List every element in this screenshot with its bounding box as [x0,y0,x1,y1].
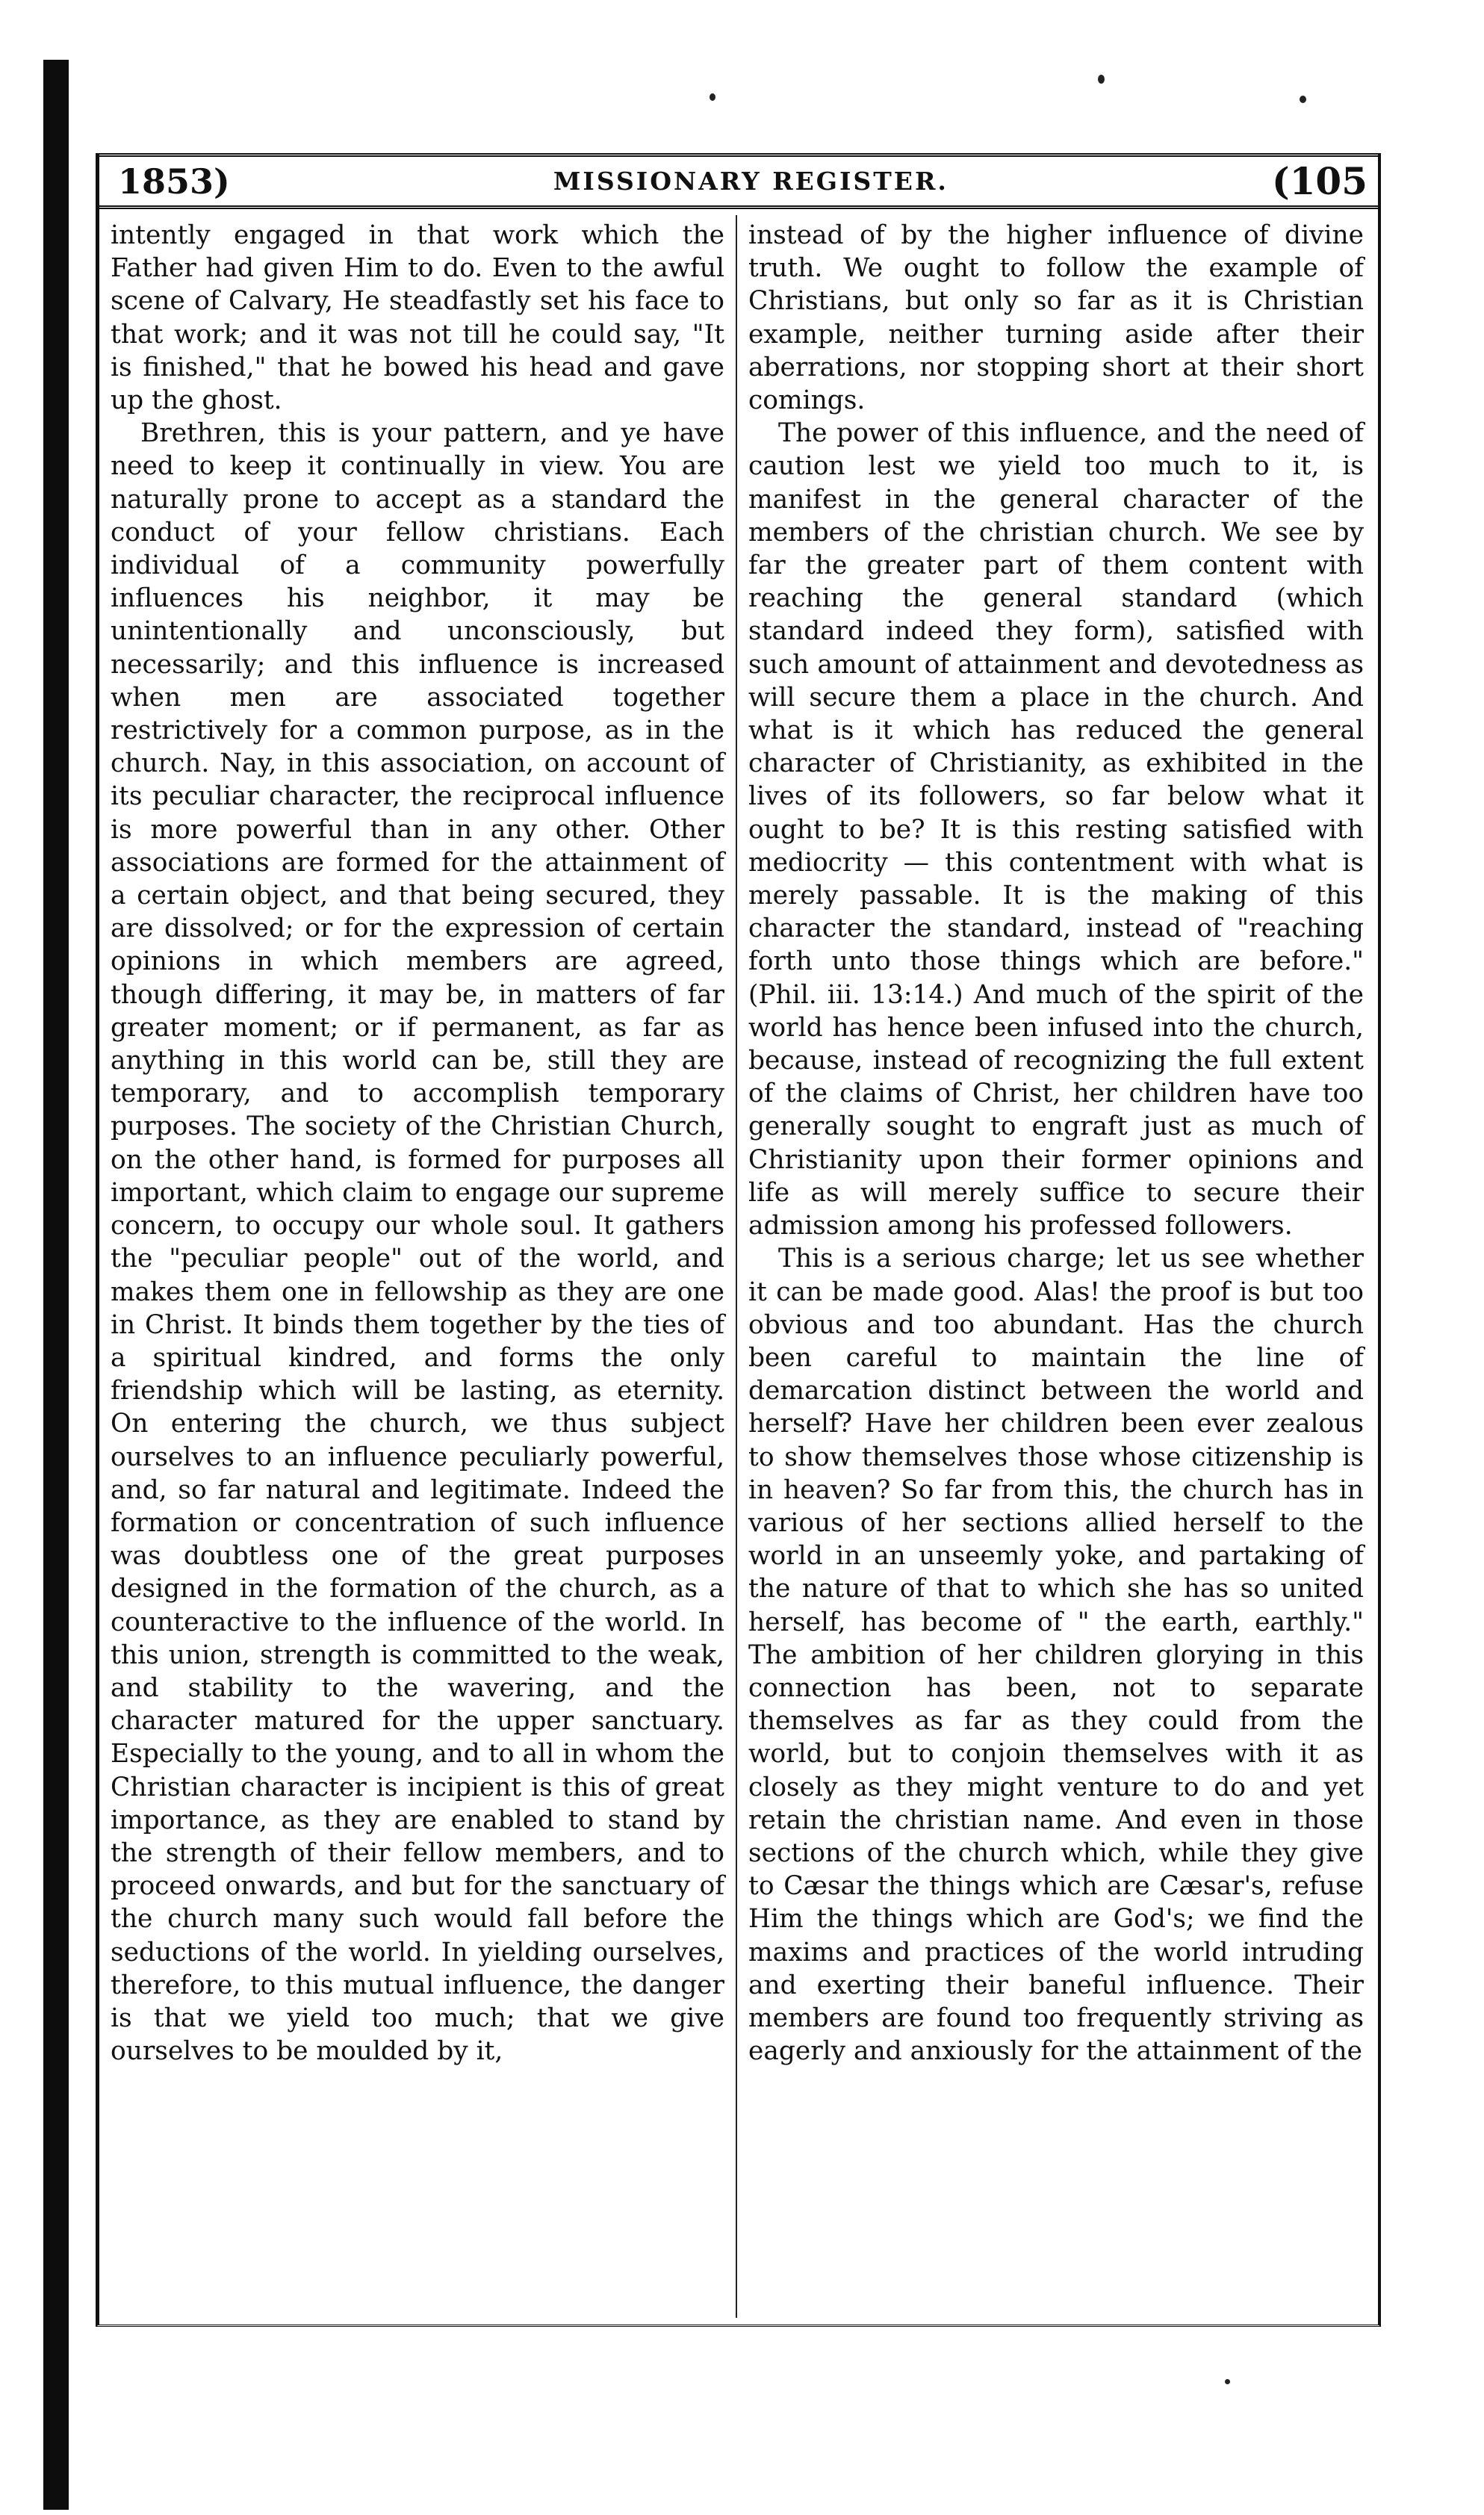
print-speck [710,93,715,101]
print-speck [1225,2379,1230,2384]
paragraph: instead of by the higher influence of divine truth. We ought to follow the example of Christians, but only so far as it is Christian example, neither turning aside after their aberrations, nor stopping short at their short comings. [748,220,1364,416]
header-title: MISSIONARY REGISTER. [553,167,949,196]
print-speck [1300,96,1306,103]
column-divider [736,215,737,2318]
print-speck [1098,75,1105,84]
page-number: (105 [1271,159,1367,203]
right-column [748,219,1364,2310]
paragraph: intently engaged in that work which the Father had given Him to do. Even to the awful scene of Calvary, He steadfastly set his face to that work; and it was not till he could say, "It is finished," that he bowed his head and gave up the ghost. [111,220,724,416]
binding-edge [43,60,69,2510]
paragraph: The power of this influence, and the need of caution lest we yield too much to it, is manifest in the general character of the members of the christian church. We see by far the greater part of them content with reaching the general standard (which standard indeed they form), satisfied with such amount of attainment and devotedness as will secure them a place in the church. And what is it which has reduced the general character of Christianity, as exhibited in the lives of its followers, so far below what it ought to be? It is this resting satisfied with mediocrity — this contentment with what is merely passable. It is the making of this character the standard, instead of "reaching forth unto those things which are before." (Phil. iii. 13:14.) And much of the spirit of the world has hence been infused into the church, because, instead of recognizing the full extent of the claims of Christ, her children have too generally sought to engraft just as much of Christianity upon their former opinions and life as will merely suffice to secure their admission among his professed followers. [748,418,1364,1241]
paragraph: This is a serious charge; let us see whether it can be made good. Alas! the proof is but too obvious and too abundant. Has the church been careful to maintain the line of demarcation distinct between the world and herself? Have her children been ever zealous to show themselves those whose citizenship is in heaven? So far from this, the church has in various of her sections allied herself to the world in an unseemly yoke, and partaking of the nature of that to which she has so united herself, has become of " the earth, earthly." The ambition of her children glorying in this connection has been, not to separate themselves as far as they could from the world, but to conjoin themselves with it as closely as they might venture to do and yet retain the christian name. And even in those sections of the church which, while they give to Cæsar the things which are Cæsar's, refuse Him the things which are God's; we find the maxims and practices of the world intruding and exerting their baneful influence. Their members are found too frequently striving as eagerly and anxiously for the attainment of the [748,1244,1364,2067]
paragraph: Brethren, this is your pattern, and ye have need to keep it continually in view. You are naturally prone to accept as a standard the conduct of your fellow christians. Each individual of a community powerfully influences his neighbor, it may be unintentionally and unconsciously, but necessarily; and this influence is increased when men are associated together restrictively for a common purpose, as in the church. Nay, in this association, on account of its peculiar character, the reciprocal influence is more powerful than in any other. Other associations are formed for the attainment of a certain object, and that being secured, they are dissolved; or for the expression of certain opinions in which members are agreed, though differing, it may be, in matters of far greater moment; or if permanent, as far as anything in this world can be, still they are temporary, and to accomplish temporary purposes. The society of the Christian Church, on the other hand, is formed for purposes all important, which claim to engage our supreme concern, to occupy our whole soul. It gathers the "peculiar people" out of the world, and makes them one in fellowship as they are one in Christ. It binds them together by the ties of a spiritual kindred, and forms the only friendship which will be lasting, as eternity. On entering the church, we thus subject ourselves to an influence peculiarly powerful, and, so far natural and legitimate. Indeed the formation or concentration of such influence was doubtless one of the great purposes designed in the formation of the church, as a counteractive to the influence of the world. In this union, strength is committed to the weak, and stability to the wavering, and the character matured for the upper sanctuary. Especially to the young, and to all in whom the Christian character is incipient is this of great importance, as they are enabled to stand by the strength of their fellow members, and to proceed onwards, and but for the sanctuary of the church many such would fall before the seductions of the world. In yielding ourselves, therefore, to this mutual influence, the danger is that we yield too much; that we give ourselves to be moulded by it, [111,418,724,2067]
left-column [111,219,724,2310]
header-year: 1853) [118,161,230,202]
running-header [96,153,1381,209]
